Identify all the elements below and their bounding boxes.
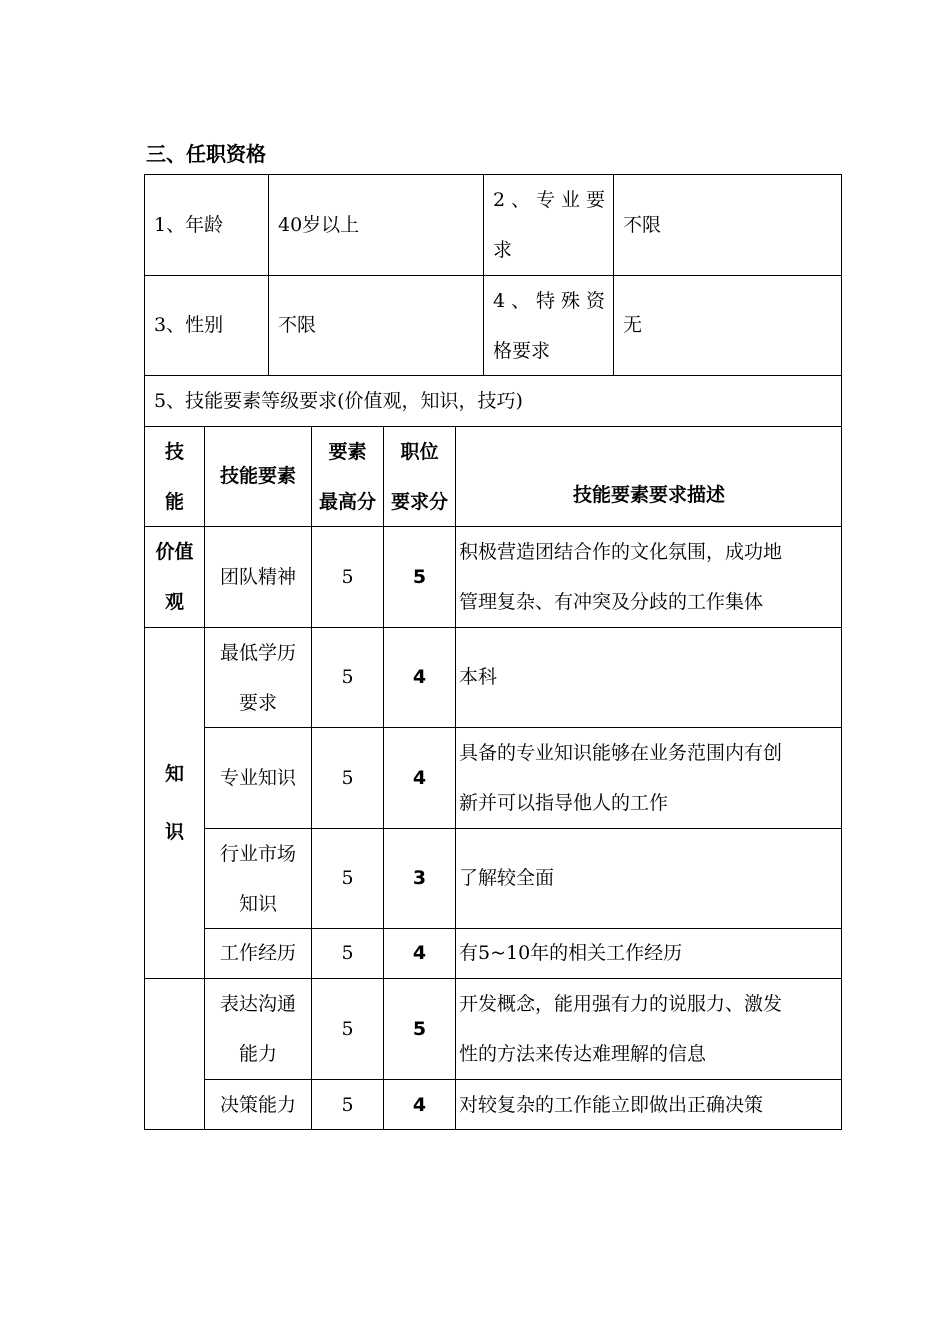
major-label-cell bbox=[483, 174, 613, 275]
header-max-score-line2: 最高分 bbox=[318, 490, 376, 513]
qualification-label-cell bbox=[483, 275, 613, 375]
header-max-score-line1: 要素 bbox=[328, 440, 367, 463]
row-required-score: 4 bbox=[412, 766, 427, 789]
qualification-label-line1: 4、特殊资 bbox=[493, 289, 605, 312]
row-element-line2: 要求 bbox=[238, 691, 277, 714]
row-description: 本科 bbox=[459, 666, 498, 688]
row-required-score-cell bbox=[383, 526, 455, 627]
group-skills-cell bbox=[144, 978, 204, 1130]
row-description-line2: 管理复杂、有冲突及分歧的工作集体 bbox=[459, 591, 764, 613]
group-knowledge-line1: 知 bbox=[164, 763, 184, 785]
qualification-value: 无 bbox=[623, 314, 643, 336]
row-description-line1: 具备的专业知识能够在业务范围内有创 bbox=[459, 742, 783, 764]
row-description: 有5~10年的相关工作经历 bbox=[459, 942, 683, 964]
header-element: 技能要素 bbox=[219, 465, 296, 487]
row-element-cell bbox=[204, 828, 311, 928]
row-max-score: 5 bbox=[341, 766, 354, 789]
row-description-line1: 开发概念，能用强有力的说服力、激发 bbox=[459, 993, 783, 1015]
row-description-line1: 积极营造团结合作的文化氛围，成功地 bbox=[459, 541, 783, 563]
age-value-cell bbox=[268, 174, 483, 275]
header-element-cell bbox=[204, 426, 311, 526]
skills-title: 5、技能要素等级要求(价值观，知识，技巧) bbox=[154, 389, 523, 412]
row-required-score: 4 bbox=[412, 1093, 427, 1116]
qualification-value-cell bbox=[613, 275, 842, 375]
row-required-score-cell bbox=[383, 727, 455, 828]
row-max-score-cell bbox=[311, 928, 383, 978]
row-description-line2: 性的方法来传达难理解的信息 bbox=[459, 1043, 707, 1065]
header-required-score-cell bbox=[383, 426, 455, 526]
age-value: 40岁以上 bbox=[278, 213, 360, 236]
header-required-score-line1: 职位 bbox=[400, 440, 439, 463]
row-max-score-cell bbox=[311, 1079, 383, 1130]
header-description-cell bbox=[455, 426, 842, 526]
qualification-label-line2: 格要求 bbox=[493, 339, 551, 362]
age-label: 1、年龄 bbox=[154, 213, 224, 236]
row-required-score: 5 bbox=[412, 1017, 427, 1040]
row-description: 了解较全面 bbox=[459, 867, 555, 889]
row-element: 决策能力 bbox=[219, 1093, 296, 1116]
age-label-cell bbox=[144, 174, 268, 275]
row-required-score-cell bbox=[383, 928, 455, 978]
row-max-score-cell bbox=[311, 828, 383, 928]
row-required-score: 4 bbox=[412, 666, 427, 688]
group-knowledge-cell bbox=[144, 627, 204, 978]
row-element-cell bbox=[204, 928, 311, 978]
header-description: 技能要素要求描述 bbox=[572, 484, 725, 506]
section-title: 三、任职资格 bbox=[146, 142, 266, 166]
row-element-cell bbox=[204, 727, 311, 828]
major-label-line2: 求 bbox=[493, 239, 513, 261]
header-required-score-line2: 要求分 bbox=[390, 490, 448, 513]
gender-value: 不限 bbox=[278, 314, 317, 336]
gender-label: 3、性别 bbox=[154, 314, 224, 336]
row-required-score-cell bbox=[383, 828, 455, 928]
major-value: 不限 bbox=[623, 213, 662, 236]
header-max-score-cell bbox=[311, 426, 383, 526]
major-label-line1: 2、专业要 bbox=[493, 189, 605, 211]
row-description-cell bbox=[455, 1079, 842, 1130]
row-required-score: 5 bbox=[412, 565, 427, 588]
row-element: 团队精神 bbox=[219, 566, 296, 588]
row-element-line1: 最低学历 bbox=[219, 641, 296, 664]
row-element: 专业知识 bbox=[219, 766, 296, 789]
gender-value-cell bbox=[268, 275, 483, 375]
row-element-cell bbox=[204, 1079, 311, 1130]
row-max-score-cell bbox=[311, 727, 383, 828]
row-element: 工作经历 bbox=[219, 942, 296, 964]
row-description-cell bbox=[455, 627, 842, 727]
row-max-score-cell bbox=[311, 978, 383, 1079]
row-required-score: 3 bbox=[412, 867, 427, 889]
row-required-score-cell bbox=[383, 1079, 455, 1130]
row-required-score-cell bbox=[383, 978, 455, 1079]
row-max-score-cell bbox=[311, 526, 383, 627]
row-element-cell bbox=[204, 627, 311, 727]
row-max-score: 5 bbox=[341, 1017, 354, 1040]
row-max-score: 5 bbox=[341, 1093, 354, 1116]
row-required-score: 4 bbox=[412, 942, 427, 964]
row-description-cell bbox=[455, 928, 842, 978]
row-max-score: 5 bbox=[341, 867, 354, 889]
row-max-score-cell bbox=[311, 627, 383, 727]
row-element-cell bbox=[204, 526, 311, 627]
row-max-score: 5 bbox=[341, 565, 354, 588]
header-skill-cell bbox=[144, 426, 204, 526]
gender-label-cell bbox=[144, 275, 268, 375]
row-description-cell bbox=[455, 828, 842, 928]
row-max-score: 5 bbox=[341, 942, 354, 964]
group-values-cell bbox=[144, 526, 204, 627]
header-skill-line1: 技 bbox=[164, 440, 184, 463]
major-value-cell bbox=[613, 174, 842, 275]
row-element-line2: 知识 bbox=[238, 892, 277, 915]
row-description-cell bbox=[455, 727, 842, 828]
row-description-cell bbox=[455, 978, 842, 1079]
qualification-table bbox=[144, 174, 842, 1130]
group-values-line2: 观 bbox=[164, 591, 184, 613]
row-description-line2: 新并可以指导他人的工作 bbox=[459, 792, 669, 814]
row-element-line2: 能力 bbox=[238, 1043, 277, 1065]
group-knowledge-line2: 识 bbox=[164, 821, 184, 843]
row-element-cell bbox=[204, 978, 311, 1079]
group-values-line1: 价值 bbox=[155, 541, 194, 563]
row-description: 对较复杂的工作能立即做出正确决策 bbox=[459, 1093, 764, 1116]
skills-title-cell bbox=[144, 375, 842, 426]
row-element-line1: 行业市场 bbox=[219, 842, 296, 865]
row-max-score: 5 bbox=[341, 666, 354, 688]
row-element-line1: 表达沟通 bbox=[219, 993, 296, 1015]
header-skill-line2: 能 bbox=[164, 490, 184, 513]
row-required-score-cell bbox=[383, 627, 455, 727]
row-description-cell bbox=[455, 526, 842, 627]
